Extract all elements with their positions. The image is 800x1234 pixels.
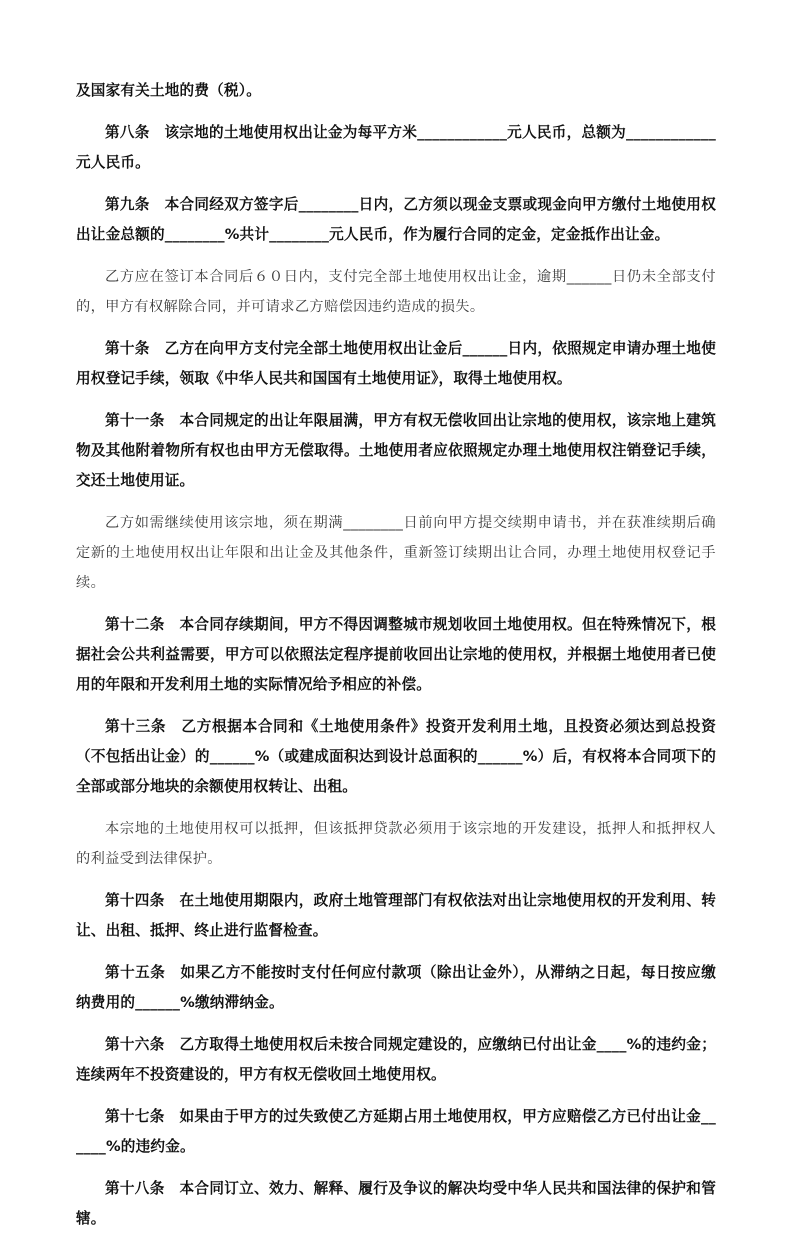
article-13-mortgage: 本宗地的土地使用权可以抵押，但该抵押贷款必须用于该宗地的开发建设，抵押人和抵押权人的利益受到法律保护。 [76,821,716,867]
article-12: 第十二条 本合同存续期间，甲方不得因调整城市规划收回土地使用权。但在特殊情况下，根据社会公共利益需要，甲方可以依照法定程序提前收回出让宗地的使用权，并根据土地使用者已使用的年限和开发利用土地的实际情况给予相应的补偿。 [76,616,716,693]
article-11-renewal: 乙方如需继续使用该宗地，须在期满________日前向甲方提交续期申请书，并在获准续期后确定新的土地使用权出让年限和出让金及其他条件，重新签订续期出让合同，办理土地使用权登记手续。 [76,515,716,591]
article-13: 第十三条 乙方根据本合同和《土地使用条件》投资开发利用土地，且投资必须达到总投资（不包括出让金）的______%（或建成面积达到设计总面积的______%）后，有权将本合同项下的全部或部分地块的余额使用权转让、出租。 [76,718,716,795]
article-11: 第十一条 本合同规定的出让年限届满，甲方有权无偿收回出让宗地的使用权，该宗地上建筑物及其他附着物所有权也由甲方无偿取得。土地使用者应依照规定办理土地使用权注销登记手续，交还土地使用证。 [76,412,716,489]
article-9-payment-deadline: 乙方应在签订本合同后６０日内，支付完全部土地使用权出让金，逾期______日仍未全部支付的，甲方有权解除合同，并可请求乙方赔偿因违约造成的损失。 [76,269,716,315]
article-10: 第十条 乙方在向甲方支付完全部土地使用权出让金后______日内，依照规定申请办理土地使用权登记手续，领取《中华人民共和国国有土地使用证》，取得土地使用权。 [76,340,716,387]
article-18: 第十八条 本合同订立、效力、解释、履行及争议的解决均受中华人民共和国法律的保护和管辖。 [76,1180,716,1227]
article-16: 第十六条 乙方取得土地使用权后未按合同规定建设的，应缴纳已付出让金____%的违约金；连续两年不投资建设的，甲方有权无偿收回土地使用权。 [76,1036,716,1083]
article-14: 第十四条 在土地使用期限内，政府土地管理部门有权依法对出让宗地使用权的开发利用、转让、出租、抵押、终止进行监督检查。 [76,892,716,939]
paragraph-fee-tax: 及国家有关土地的费（税）。 [76,82,262,99]
article-17: 第十七条 如果由于甲方的过失致使乙方延期占用土地使用权，甲方应赔偿乙方已付出让金______%的违约金。 [76,1108,716,1155]
article-9: 第九条 本合同经双方签字后________日内，乙方须以现金支票或现金向甲方缴付土地使用权出让金总额的________%共计________元人民币，作为履行合同的定金，定金抵作出让金。 [76,196,716,243]
article-15: 第十五条 如果乙方不能按时支付任何应付款项（除出让金外），从滞纳之日起，每日按应缴纳费用的______%缴纳滞纳金。 [76,964,716,1011]
article-8: 第八条 该宗地的土地使用权出让金为每平方米____________元人民币，总额为____________元人民币。 [76,124,716,171]
